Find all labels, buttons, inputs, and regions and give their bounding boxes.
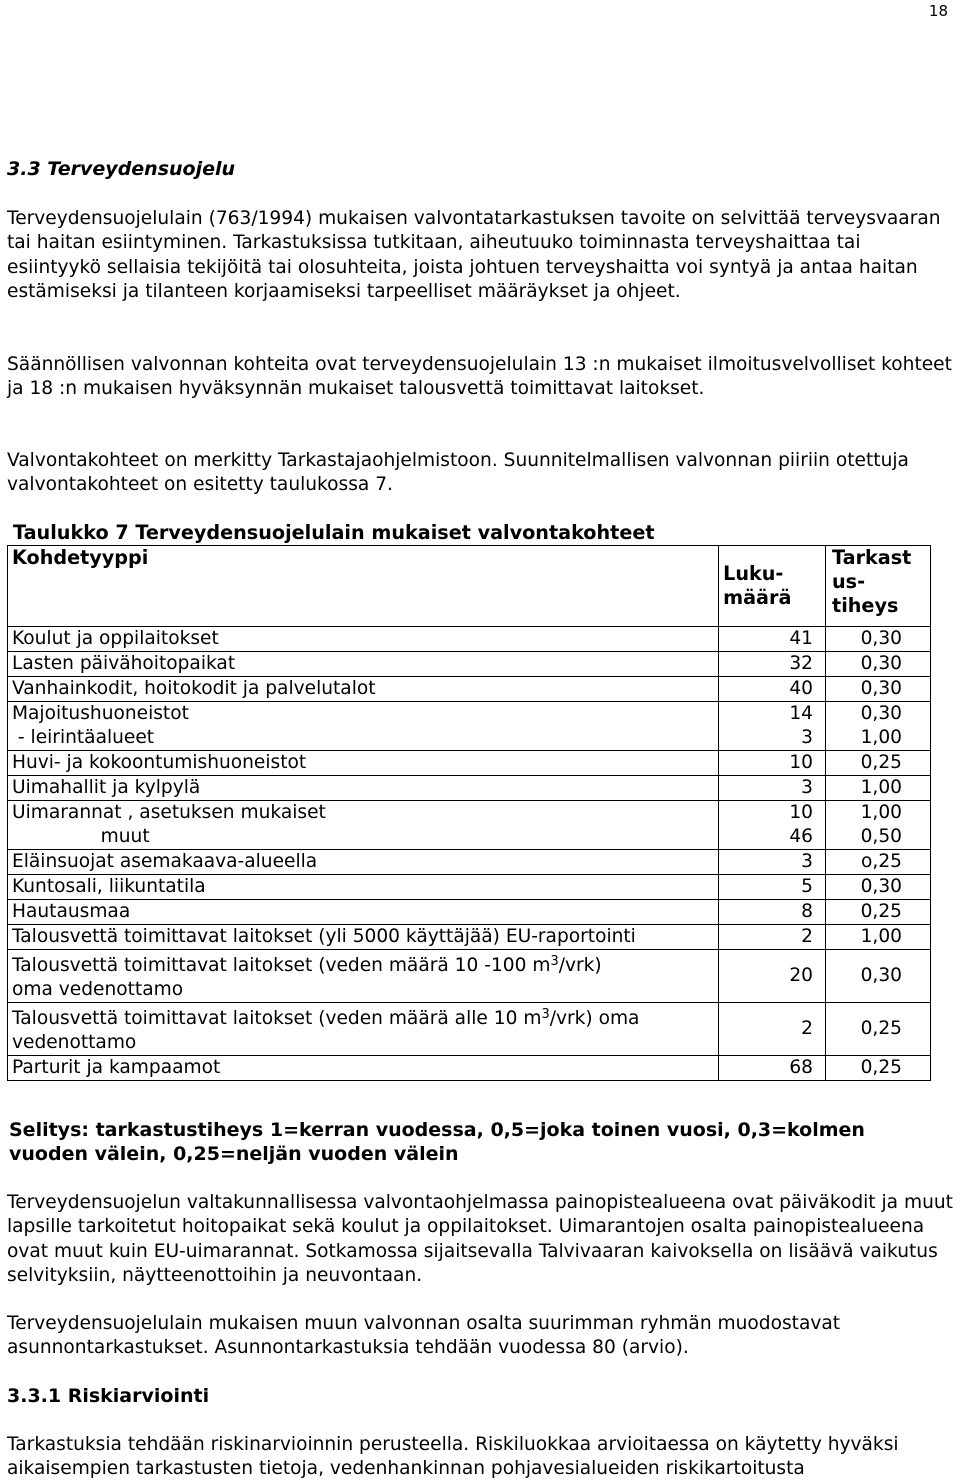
page-number: 18	[928, 2, 948, 20]
paragraph-regular-supervision: Säännöllisen valvonnan kohteita ovat terveydensuojelulain 13 :n mukaiset ilmoitusvelvolliset kohteet ja 18 :n mukaisen hyväksynnän mukaiset talousvettä toimittavat laitokset.	[7, 354, 952, 400]
table-row	[8, 751, 931, 776]
table-row	[8, 1056, 931, 1081]
cell-count: 3	[719, 850, 826, 875]
cell-type: Koulut ja oppilaitokset	[8, 627, 719, 652]
paragraph-focus-areas: Terveydensuojelun valtakunnallisessa valvontaohjelmassa painopistealueena ovat päiväkodit ja muut lapsille tarkoitetut hoitopaikat sekä koulut ja oppilaitokset. Uimarantojen osalta painopistealueena ovat muut kuin EU-uimarannat. Sotkamossa sijaitsevalla Talvivaaran kaivoksella on lisäävä vaikutus selvityksiin, näytteenottoihin ja neuvontaan.	[7, 1192, 953, 1287]
table-row	[8, 801, 931, 850]
cell-frequency: 0,30	[826, 627, 931, 652]
cell-frequency: 0,30	[826, 875, 931, 900]
table-caption: Taulukko 7 Terveydensuojelulain mukaiset valvontakohteet	[13, 521, 655, 544]
cell-type: Lasten päivähoitopaikat	[8, 652, 719, 677]
cell-frequency: 0,30	[826, 677, 931, 702]
table-explanation: Selitys: tarkastustiheys 1=kerran vuodessa, 0,5=joka toinen vuosi, 0,3=kolmen vuoden välein, 0,25=neljän vuoden välein	[9, 1119, 865, 1165]
cell-count: 32	[719, 652, 826, 677]
cell-frequency: 0,30	[826, 652, 931, 677]
header-frequency: Tarkast us- tiheys	[826, 546, 931, 627]
cell-type: Hautausmaa	[8, 900, 719, 925]
cell-frequency: o,25	[826, 850, 931, 875]
cell-type-part: /vrk) oma vedenottamo	[12, 955, 602, 1000]
table-row	[8, 776, 931, 801]
cell-frequency: 0,25	[826, 1003, 931, 1056]
cell-frequency: 0,30 1,00	[826, 702, 931, 751]
table-row	[8, 950, 931, 1003]
supervision-table	[7, 545, 931, 1081]
cell-count: 14 3	[719, 702, 826, 751]
cell-frequency: 0,25	[826, 751, 931, 776]
section-title: 3.3 Terveydensuojelu	[7, 158, 236, 180]
cell-count: 2	[719, 1003, 826, 1056]
paragraph-intro: Terveydensuojelulain (763/1994) mukaisen valvontatarkastuksen tavoite on selvittää terveysvaaran tai haitan esiintyminen. Tarkastuksissa tutkitaan, aiheutuuko toiminnasta terveyshaittaa tai esiintyykö sellaisia tekijöitä tai olosuhteita, joista johtuen terveyshaitta voi syntyä ja antaa haitan estämiseksi ja tilanteen korjaamiseksi tarpeelliset määräykset ja ohjeet.	[7, 208, 941, 303]
cell-frequency: 0,25	[826, 900, 931, 925]
cell-frequency: 1,00	[826, 776, 931, 801]
cell-type: Uimahallit ja kylpylä	[8, 776, 719, 801]
table-row	[8, 925, 931, 950]
cell-count: 3	[719, 776, 826, 801]
superscript: 3	[550, 954, 559, 969]
cell-count: 68	[719, 1056, 826, 1081]
cell-type-part: Talousvettä toimittavat laitokset (veden määrä alle 10 m	[12, 1008, 542, 1029]
header-type: Kohdetyyppi	[8, 546, 719, 627]
table-row	[8, 652, 931, 677]
table-row	[8, 1003, 931, 1056]
cell-count: 10	[719, 751, 826, 776]
cell-count: 20	[719, 950, 826, 1003]
table-row	[8, 875, 931, 900]
cell-count: 41	[719, 627, 826, 652]
header-count: Luku- määrä	[719, 546, 826, 627]
table-header-row	[8, 546, 931, 627]
cell-type-part: /vrk) oma vedenottamo	[12, 1008, 640, 1053]
cell-type: Huvi- ja kokoontumishuoneistot	[8, 751, 719, 776]
paragraph-supervision-objects: Valvontakohteet on merkitty Tarkastajaohjelmistoon. Suunnitelmallisen valvonnan piiriin otettuja valvontakohteet on esitetty taulukossa 7.	[7, 450, 909, 496]
cell-type-part: Talousvettä toimittavat laitokset (veden määrä 10 -100 m	[12, 955, 551, 976]
cell-type: Eläinsuojat asemakaava-alueella	[8, 850, 719, 875]
table-row	[8, 850, 931, 875]
cell-count: 40	[719, 677, 826, 702]
cell-frequency: 1,00	[826, 925, 931, 950]
cell-frequency: 1,00 0,50	[826, 801, 931, 850]
cell-type: Kuntosali, liikuntatila	[8, 875, 719, 900]
table-row	[8, 677, 931, 702]
cell-type: Talousvettä toimittavat laitokset (yli 5000 käyttäjää) EU-raportointi	[8, 925, 719, 950]
table-row	[8, 900, 931, 925]
cell-type	[8, 950, 719, 1003]
cell-type	[8, 1003, 719, 1056]
cell-count: 2	[719, 925, 826, 950]
paragraph-risk-assessment: Tarkastuksia tehdään riskinarvioinnin perusteella. Riskiluokkaa arvioitaessa on käytetty hyväksi aikaisempien tarkastusten tietoja, vedenhankinnan pohjavesialueiden riskikartoitusta	[7, 1434, 899, 1480]
cell-count: 8	[719, 900, 826, 925]
cell-count: 10 46	[719, 801, 826, 850]
cell-type: Uimarannat , asetuksen mukaiset muut	[8, 801, 719, 850]
cell-type: Majoitushuoneistot - leirintäalueet	[8, 702, 719, 751]
subsection-title: 3.3.1 Riskiarviointi	[7, 1385, 210, 1407]
cell-count: 5	[719, 875, 826, 900]
paragraph-housing-inspections: Terveydensuojelulain mukaisen muun valvonnan osalta suurimman ryhmän muodostavat asunnontarkastukset. Asunnontarkastuksia tehdään vuodessa 80 (arvio).	[7, 1313, 841, 1359]
cell-type: Vanhainkodit, hoitokodit ja palvelutalot	[8, 677, 719, 702]
table-row	[8, 627, 931, 652]
superscript: 3	[541, 1007, 550, 1022]
cell-frequency: 0,30	[826, 950, 931, 1003]
cell-type: Parturit ja kampaamot	[8, 1056, 719, 1081]
table-row	[8, 702, 931, 751]
cell-frequency: 0,25	[826, 1056, 931, 1081]
